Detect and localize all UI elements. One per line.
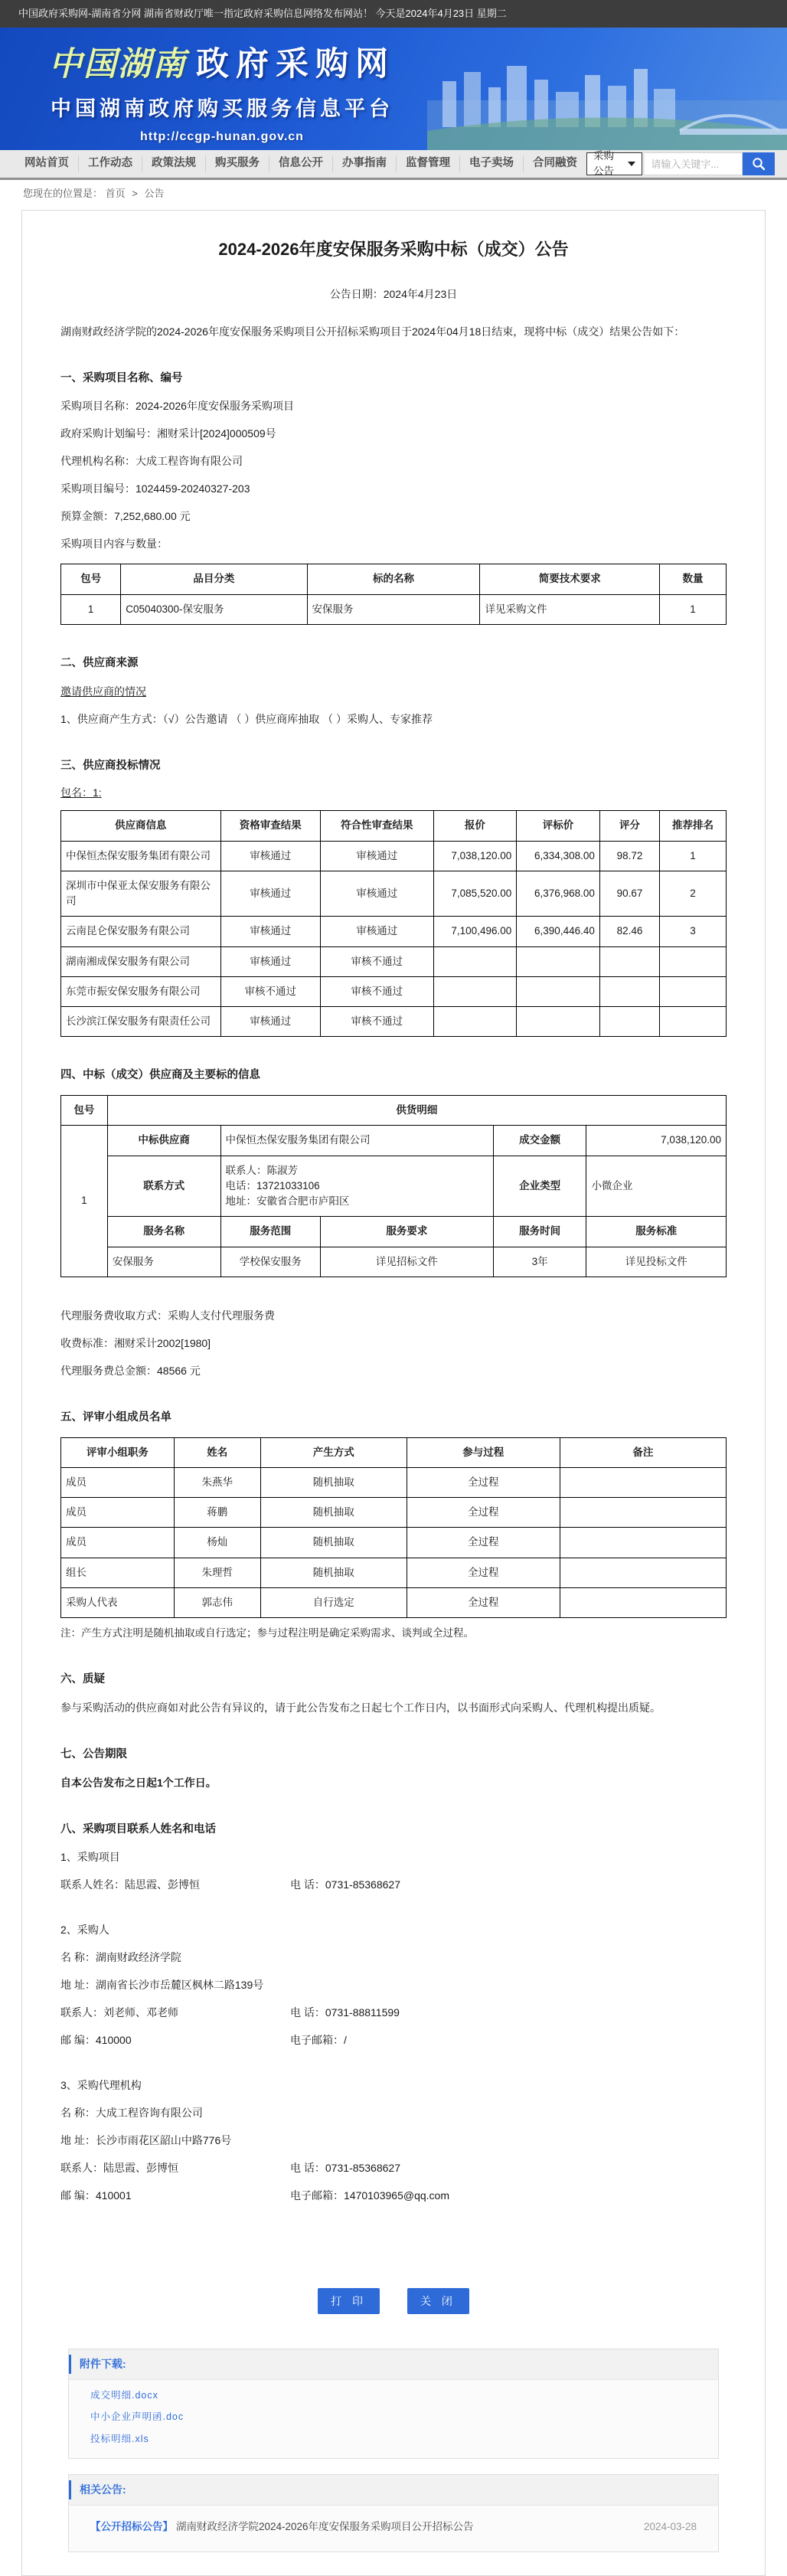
project-no-line: 采购项目编号：1024459-20240327-203 xyxy=(60,481,727,497)
section6-heading: 六、质疑 xyxy=(60,1672,727,1688)
col-header: 服务时间 xyxy=(493,1217,586,1247)
contact-phone-line: 电话：13721033106 xyxy=(226,1178,488,1194)
cell-role: 采购人代表 xyxy=(61,1587,175,1617)
table-row xyxy=(61,976,727,1006)
logo-line xyxy=(8,40,436,90)
cell-participation: 全过程 xyxy=(407,1587,560,1617)
supplier-source-sub: 邀请供应商的情况 xyxy=(60,684,727,700)
cell-tech-req: 详见采购文件 xyxy=(480,594,660,624)
cell-eval-price: 6,390,446.40 xyxy=(517,917,600,946)
table-header-row xyxy=(61,1096,727,1126)
evaluators-table xyxy=(60,1437,727,1619)
search-icon xyxy=(752,157,766,171)
col-header: 报价 xyxy=(433,811,517,841)
search-widget xyxy=(586,152,775,175)
cell-eval-price xyxy=(517,1007,600,1037)
related-list xyxy=(69,2506,718,2551)
cell-package-no: 1 xyxy=(61,594,121,624)
cell-score xyxy=(599,1007,659,1037)
supplier-method-line: 1、供应商产生方式：（√）公告邀请 （ ）供应商库抽取 （ ）采购人、专家推荐 xyxy=(60,711,727,727)
table-row xyxy=(61,1467,727,1497)
cell-qualification: 审核通过 xyxy=(220,841,320,871)
top-bar xyxy=(0,0,787,28)
related-item-tag: 【公开招标公告】 xyxy=(90,2519,173,2535)
agent-name: 名 称：大成工程咨询有限公司 xyxy=(60,2105,727,2121)
contact-project-row xyxy=(60,1877,727,1893)
chevron-down-icon xyxy=(628,162,635,166)
fee-method-line: 代理服务费收取方式：采购人支付代理服务费 xyxy=(60,1308,727,1324)
agent-address: 地 址：长沙市雨花区韶山中路776号 xyxy=(60,2133,727,2149)
cell-participation: 全过程 xyxy=(407,1558,560,1587)
agent-contact-row xyxy=(60,2160,727,2176)
evaluators-note: 注：产生方式注明是随机抽取或自行选定；参与过程注明是确定采购需求、谈判或全过程。 xyxy=(60,1626,727,1641)
cell-eval-price xyxy=(517,976,600,1006)
contact-project-label: 1、采购项目 xyxy=(60,1849,727,1865)
cell-name: 朱燕华 xyxy=(174,1467,260,1497)
contact-label: 联系方式 xyxy=(107,1156,220,1217)
nav-item-e-mall[interactable]: 电子卖场 xyxy=(460,155,524,172)
nav-item-supervision[interactable]: 监督管理 xyxy=(397,155,460,172)
cell-conformity: 审核不通过 xyxy=(320,946,433,976)
cell-rank: 1 xyxy=(660,841,727,871)
section8-heading: 八、采购项目联系人姓名和电话 xyxy=(60,1822,727,1839)
cell-method: 随机抽取 xyxy=(260,1558,407,1587)
action-buttons xyxy=(60,2288,727,2314)
breadcrumb-current-link[interactable]: 公告 xyxy=(145,188,165,199)
col-header: 推荐排名 xyxy=(660,811,727,841)
content-label-line: 采购项目内容与数量： xyxy=(60,536,727,552)
col-header: 参与过程 xyxy=(407,1437,560,1467)
close-button[interactable]: 关 闭 xyxy=(407,2288,469,2314)
logo-script-text: 中国湖南 xyxy=(49,45,187,83)
attachment-link[interactable]: 中小企业声明函.doc xyxy=(69,2406,718,2428)
table-row xyxy=(61,1007,727,1037)
cell-price xyxy=(433,976,517,1006)
col-header: 数量 xyxy=(660,564,727,594)
nav-list xyxy=(15,155,586,172)
banner-cityscape-image xyxy=(427,58,787,150)
col-header: 简要技术要求 xyxy=(480,564,660,594)
cell-supplier: 东莞市振安保安服务有限公司 xyxy=(61,976,221,1006)
table-row xyxy=(61,1528,727,1558)
page-title: 2024-2026年度安保服务采购中标（成交）公告 xyxy=(60,237,727,262)
cell-rank xyxy=(660,946,727,976)
table-row xyxy=(61,594,727,624)
cell-rank xyxy=(660,976,727,1006)
cell-qualification: 审核通过 xyxy=(220,946,320,976)
main-nav xyxy=(0,150,787,178)
col-header: 产生方式 xyxy=(260,1437,407,1467)
project-name-line: 采购项目名称：2024-2026年度安保服务采购项目 xyxy=(60,398,727,414)
cell-qualification: 审核通过 xyxy=(220,871,320,917)
table-row xyxy=(61,917,727,946)
purchaser-email: 电子邮箱：/ xyxy=(290,2032,347,2048)
cell-qualification: 审核不通过 xyxy=(220,976,320,1006)
breadcrumb-home-link[interactable]: 首页 xyxy=(106,188,126,199)
cell-rank: 3 xyxy=(660,917,727,946)
cell-name: 朱理哲 xyxy=(174,1558,260,1587)
agency-line: 代理机构名称：大成工程咨询有限公司 xyxy=(60,453,727,469)
breadcrumb-prefix: 您现在的位置是： xyxy=(23,188,103,199)
col-header: 服务范围 xyxy=(220,1217,320,1247)
cell-qualification: 审核通过 xyxy=(220,1007,320,1037)
nav-item-guide[interactable]: 办事指南 xyxy=(333,155,397,172)
cell-participation: 全过程 xyxy=(407,1528,560,1558)
plan-no-line: 政府采购计划编号：湘财采计[2024]000509号 xyxy=(60,426,727,442)
cell-winner: 中保恒杰保安服务集团有限公司 xyxy=(220,1126,493,1156)
items-table xyxy=(60,564,727,625)
cell-method: 随机抽取 xyxy=(260,1498,407,1528)
logo-main-text: 政府采购网 xyxy=(196,46,395,83)
purchaser-name: 名 称：湖南财政经济学院 xyxy=(60,1950,727,1966)
cell-package-no: 1 xyxy=(61,1126,108,1277)
top-bar-text: 中国政府采购网-湖南省分网 湖南省财政厅唯一指定政府采购信息网络发布网站！ 今天是2024年4月23日 星期二 xyxy=(18,8,507,19)
related-item-date: 2024-03-28 xyxy=(644,2519,697,2535)
cell-conformity: 审核不通过 xyxy=(320,976,433,1006)
cell-remark xyxy=(560,1528,726,1558)
col-header: 供应商信息 xyxy=(61,811,221,841)
cell-price xyxy=(433,1007,517,1037)
col-header: 标的名称 xyxy=(307,564,480,594)
search-category-select[interactable] xyxy=(586,152,642,175)
table-row xyxy=(61,1126,727,1156)
related-announcement-link[interactable] xyxy=(69,2510,718,2544)
challenge-body: 参与采购活动的供应商如对此公告有异议的，请于此公告发布之日起七个工作日内，以书面形式向采购人、代理机构提出质疑。 xyxy=(60,1700,727,1716)
related-panel xyxy=(68,2474,719,2552)
section3-heading: 三、供应商投标情况 xyxy=(60,758,727,775)
col-header: 品目分类 xyxy=(121,564,307,594)
contact-person-line: 联系人：陈淑芳 xyxy=(226,1163,488,1178)
cell-service-standard: 详见投标文件 xyxy=(586,1247,727,1277)
table-header-row xyxy=(61,1437,727,1467)
cell-contact xyxy=(220,1156,493,1217)
col-header: 供货明细 xyxy=(107,1096,726,1126)
nav-item-home[interactable]: 网站首页 xyxy=(15,155,79,172)
cell-supplier: 云南昆仑保安服务有限公司 xyxy=(61,917,221,946)
related-heading: 相关公告: xyxy=(69,2475,718,2506)
cell-name: 蒋鹏 xyxy=(174,1498,260,1528)
table-row xyxy=(61,946,727,976)
col-header: 评标价 xyxy=(517,811,600,841)
cell-conformity: 审核不通过 xyxy=(320,1007,433,1037)
search-category-value: 采购公告 xyxy=(593,149,622,180)
announcement-content xyxy=(21,210,766,2576)
banner-url: http://ccgp-hunan.gov.cn xyxy=(8,128,436,146)
table-row xyxy=(61,841,727,871)
attachments-panel xyxy=(68,2349,719,2459)
col-header: 服务名称 xyxy=(107,1217,220,1247)
col-header: 姓名 xyxy=(174,1437,260,1467)
cell-method: 自行选定 xyxy=(260,1587,407,1617)
agent-phone: 电 话：0731-85368627 xyxy=(290,2160,400,2176)
cell-role: 成员 xyxy=(61,1467,175,1497)
period-body: 自本公告发布之日起1个工作日。 xyxy=(60,1775,727,1791)
table-row xyxy=(61,1247,727,1277)
col-header: 备注 xyxy=(560,1437,726,1467)
table-row xyxy=(61,871,727,917)
contact-project-phone: 电 话：0731-85368627 xyxy=(290,1877,400,1893)
cell-supplier: 深圳市中保亚太保安服务有限公司 xyxy=(61,871,221,917)
col-header: 评审小组职务 xyxy=(61,1437,175,1467)
section1-heading: 一、采购项目名称、编号 xyxy=(60,371,727,387)
cell-service-scope: 学校保安服务 xyxy=(220,1247,320,1277)
budget-line: 预算金额：7,252,680.00 元 xyxy=(60,508,727,525)
agent-email: 电子邮箱：1470103965@qq.com xyxy=(290,2188,449,2204)
table-header-row xyxy=(61,564,727,594)
cell-conformity: 审核通过 xyxy=(320,871,433,917)
attachments-list xyxy=(69,2380,718,2458)
table-header-row xyxy=(61,811,727,841)
cell-service-req: 详见招标文件 xyxy=(320,1247,493,1277)
cell-rank xyxy=(660,1007,727,1037)
bidders-table xyxy=(60,810,727,1037)
contact-purchaser-label: 2、采购人 xyxy=(60,1922,727,1938)
fee-standard-line: 收费标准：湘财采计2002[1980] xyxy=(60,1335,727,1352)
cell-price: 7,100,496.00 xyxy=(433,917,517,946)
winner-label: 中标供应商 xyxy=(107,1126,220,1156)
print-button[interactable]: 打 印 xyxy=(318,2288,380,2314)
site-logo xyxy=(8,40,436,146)
col-header: 包号 xyxy=(61,1096,108,1126)
table-header-row xyxy=(61,1217,727,1247)
cell-name: 郭志伟 xyxy=(174,1587,260,1617)
attachment-link[interactable]: 成交明细.docx xyxy=(69,2385,718,2407)
col-header: 包号 xyxy=(61,564,121,594)
attachments-heading: 附件下载: xyxy=(69,2349,718,2380)
cell-conformity: 审核通过 xyxy=(320,841,433,871)
table-row xyxy=(61,1498,727,1528)
cell-remark xyxy=(560,1558,726,1587)
cell-price: 7,038,120.00 xyxy=(433,841,517,871)
banner-subtitle: 中国湖南政府购买服务信息平台 xyxy=(8,93,436,125)
cell-score: 90.67 xyxy=(599,871,659,917)
purchaser-zip-row xyxy=(60,2032,727,2048)
cell-score: 98.72 xyxy=(599,841,659,871)
col-header: 评分 xyxy=(599,811,659,841)
cell-score: 82.46 xyxy=(599,917,659,946)
cell-score xyxy=(599,946,659,976)
contact-address-line: 地址：安徽省合肥市庐阳区 xyxy=(226,1194,488,1209)
cell-rank: 2 xyxy=(660,871,727,917)
cell-enterprise-type: 小微企业 xyxy=(586,1156,727,1217)
cell-subject: 安保服务 xyxy=(307,594,480,624)
col-header: 服务要求 xyxy=(320,1217,493,1247)
cell-role: 成员 xyxy=(61,1498,175,1528)
breadcrumb xyxy=(0,180,787,205)
cell-price: 7,085,520.00 xyxy=(433,871,517,917)
fee-total-line: 代理服务费总金额：48566 元 xyxy=(60,1363,727,1379)
nav-item-policy[interactable]: 政策法规 xyxy=(142,155,206,172)
col-header: 资格审查结果 xyxy=(220,811,320,841)
cell-amount: 7,038,120.00 xyxy=(586,1126,727,1156)
cell-service-name: 安保服务 xyxy=(107,1247,220,1277)
award-table xyxy=(60,1095,727,1277)
cell-method: 随机抽取 xyxy=(260,1467,407,1497)
agent-zip: 邮 编：410001 xyxy=(60,2188,290,2204)
cell-supplier: 湖南湘成保安服务有限公司 xyxy=(61,946,221,976)
cell-remark xyxy=(560,1467,726,1497)
enterprise-label: 企业类型 xyxy=(493,1156,586,1217)
nav-item-purchase-services[interactable]: 购买服务 xyxy=(206,155,269,172)
contact-agent-label: 3、采购代理机构 xyxy=(60,2077,727,2094)
nav-item-work-news[interactable]: 工作动态 xyxy=(79,155,142,172)
section2-heading: 二、供应商来源 xyxy=(60,655,727,672)
intro-paragraph: 湖南财政经济学院的2024-2026年度安保服务采购项目公开招标采购项目于2024年04月18日结束，现将中标（成交）结果公告如下： xyxy=(60,324,727,340)
cell-eval-price xyxy=(517,946,600,976)
announcement-date: 公告日期：2024年4月23日 xyxy=(60,286,727,302)
breadcrumb-separator: > xyxy=(132,188,138,199)
table-row xyxy=(61,1156,727,1217)
cell-service-time: 3年 xyxy=(493,1247,586,1277)
purchaser-contact: 联系人：刘老师、邓老师 xyxy=(60,2005,290,2021)
cell-price xyxy=(433,946,517,976)
cell-remark xyxy=(560,1498,726,1528)
cell-supplier: 长沙滨江保安服务有限责任公司 xyxy=(61,1007,221,1037)
col-header: 服务标准 xyxy=(586,1217,727,1247)
related-item-title: 湖南财政经济学院2024-2026年度安保服务采购项目公开招标公告 xyxy=(176,2519,629,2535)
cell-quantity: 1 xyxy=(660,594,727,624)
search-input[interactable] xyxy=(645,152,743,175)
purchaser-zip: 邮 编：410000 xyxy=(60,2032,290,2048)
nav-item-info-disclosure[interactable]: 信息公开 xyxy=(269,155,333,172)
cell-role: 成员 xyxy=(61,1528,175,1558)
attachment-link[interactable]: 投标明细.xls xyxy=(69,2428,718,2450)
col-header: 符合性审查结果 xyxy=(320,811,433,841)
amount-label: 成交金额 xyxy=(493,1126,586,1156)
table-row xyxy=(61,1587,727,1617)
agent-zip-row xyxy=(60,2188,727,2204)
cell-participation: 全过程 xyxy=(407,1467,560,1497)
purchaser-address: 地 址：湖南省长沙市岳麓区枫林二路139号 xyxy=(60,1977,727,1993)
cell-participation: 全过程 xyxy=(407,1498,560,1528)
purchaser-contact-row xyxy=(60,2005,727,2021)
cell-role: 组长 xyxy=(61,1558,175,1587)
cell-name: 杨灿 xyxy=(174,1528,260,1558)
site-banner xyxy=(0,28,787,150)
section4-heading: 四、中标（成交）供应商及主要标的信息 xyxy=(60,1067,727,1084)
contact-project-name: 联系人姓名：陆思霞、彭博恒 xyxy=(60,1877,290,1893)
cell-category: C05040300-保安服务 xyxy=(121,594,307,624)
cell-conformity: 审核通过 xyxy=(320,917,433,946)
search-button[interactable] xyxy=(743,152,775,175)
table-row xyxy=(61,1558,727,1587)
package-label: 包名：1: xyxy=(60,785,727,801)
section7-heading: 七、公告期限 xyxy=(60,1747,727,1764)
agent-contact: 联系人：陆思霞、彭博恒 xyxy=(60,2160,290,2176)
nav-item-contract-finance[interactable]: 合同融资 xyxy=(524,155,586,172)
section5-heading: 五、评审小组成员名单 xyxy=(60,1410,727,1427)
cell-qualification: 审核通过 xyxy=(220,917,320,946)
purchaser-phone: 电 话：0731-88811599 xyxy=(290,2005,400,2021)
cell-eval-price: 6,376,968.00 xyxy=(517,871,600,917)
cell-score xyxy=(599,976,659,1006)
cell-remark xyxy=(560,1587,726,1617)
cell-method: 随机抽取 xyxy=(260,1528,407,1558)
cell-eval-price: 6,334,308.00 xyxy=(517,841,600,871)
cell-supplier: 中保恒杰保安服务集团有限公司 xyxy=(61,841,221,871)
